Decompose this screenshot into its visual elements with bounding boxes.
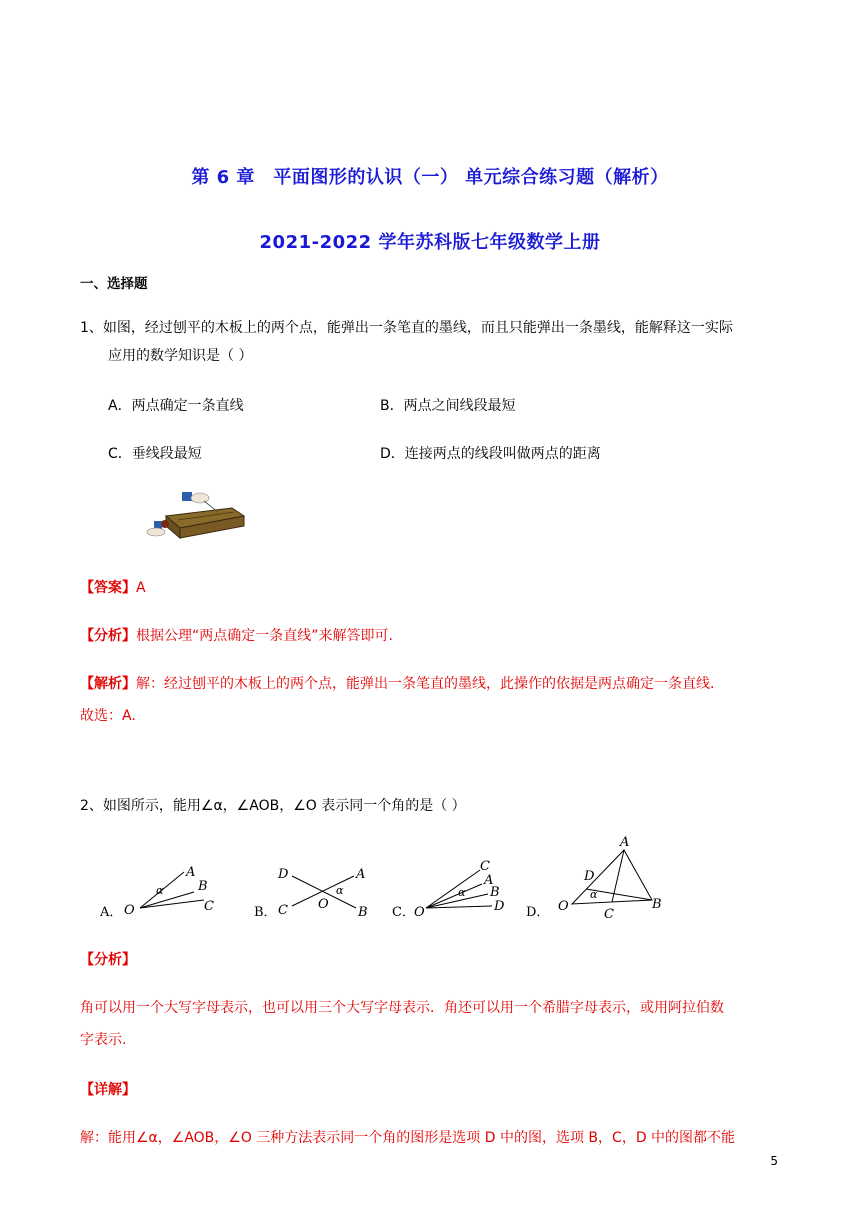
fig-d-o: O [558, 899, 569, 914]
q1-option-a: A．两点确定一条直线 [108, 398, 244, 414]
q1-option-b: B．两点之间线段最短 [380, 398, 516, 414]
figure-d [526, 835, 662, 922]
figure-a [99, 865, 214, 920]
fig-d-b: B [652, 897, 662, 912]
fig-b-o: O [318, 897, 329, 912]
fig-d-a: A [620, 835, 630, 850]
analysis-text: 根据公理“两点确定一条直线”来解答即可. [136, 628, 393, 644]
fig-d-alpha: α [590, 888, 598, 901]
fig-c-d: D [494, 899, 505, 914]
fig-b-c: C [278, 903, 288, 918]
q1-stem-line1: 1、如图，经过刨平的木板上的两个点，能弹出一条笔直的墨线，而且只能弹出一条墨线，能解释这一实际 [80, 320, 733, 336]
fig-b-a: A [356, 867, 366, 882]
solution-text: 解：经过刨平的木板上的两个点，能弹出一条笔直的墨线，此操作的依据是两点确定一条直线. [136, 676, 715, 692]
q2-analysis-line1: 角可以用一个大写字母表示，也可以用三个大写字母表示．角还可以用一个希腊字母表示，或用阿拉伯数 [80, 1000, 724, 1016]
fig-a-a: A [186, 865, 196, 880]
q2-figures [96, 830, 686, 930]
q1-choice: 故选：A. [80, 708, 136, 724]
q2-analysis-tag: 【分析】 [80, 952, 136, 968]
solution-tag: 【解析】 [80, 676, 136, 692]
q2-analysis-line2: 字表示. [80, 1032, 127, 1048]
q1-analysis [80, 626, 393, 646]
fig-a-alpha: α [156, 884, 164, 897]
fig-c-a: A [484, 873, 494, 888]
q1-option-c: C．垂线段最短 [108, 446, 202, 462]
answer-tag: 【答案】 [80, 580, 136, 596]
q2-stem: 2、如图所示，能用∠α，∠AOB，∠O 表示同一个角的是（ ） [80, 798, 466, 814]
section-heading: 一、选择题 [80, 276, 148, 292]
fig-b-alpha: α [336, 884, 344, 897]
figure-b [254, 867, 368, 920]
q2-detail-tag: 【详解】 [80, 1082, 136, 1098]
fig-b-option: B． [254, 905, 277, 920]
wooden-board-illustration [138, 490, 250, 546]
q1-solution [80, 674, 714, 694]
q1-option-d: D．连接两点的线段叫做两点的距离 [380, 446, 601, 462]
q1-answer [80, 578, 146, 598]
fig-c-o: O [414, 905, 425, 920]
fig-a-o: O [124, 903, 135, 918]
fig-a-option: A． [100, 905, 123, 920]
q2-detail-text: 解：能用∠α，∠AOB，∠O 三种方法表示同一个角的图形是选项 D 中的图，选项 B，C，D 中的图都不能 [80, 1130, 736, 1146]
document-title: 第 6 章 平面图形的认识（一） 单元综合练习题（解析） [191, 167, 669, 188]
fig-c-alpha: α [458, 886, 466, 899]
fig-b-b: B [358, 905, 368, 920]
analysis-tag: 【分析】 [80, 628, 136, 644]
figure-c [392, 859, 505, 920]
fig-d-option: D． [526, 905, 550, 920]
fig-c-b: B [490, 885, 500, 900]
document-subtitle: 2021-2022 学年苏科版七年级数学上册 [259, 232, 601, 253]
fig-d-d: D [584, 869, 595, 884]
fig-a-c: C [204, 899, 214, 914]
fig-a-b: B [198, 879, 208, 894]
page-number: 5 [770, 1154, 778, 1168]
q1-stem-line2: 应用的数学知识是（ ） [108, 348, 253, 364]
fig-b-d: D [278, 867, 289, 882]
fig-c-c: C [480, 859, 490, 874]
answer-value: A [136, 580, 146, 596]
fig-d-c: C [604, 907, 614, 922]
fig-c-option: C． [392, 905, 415, 920]
